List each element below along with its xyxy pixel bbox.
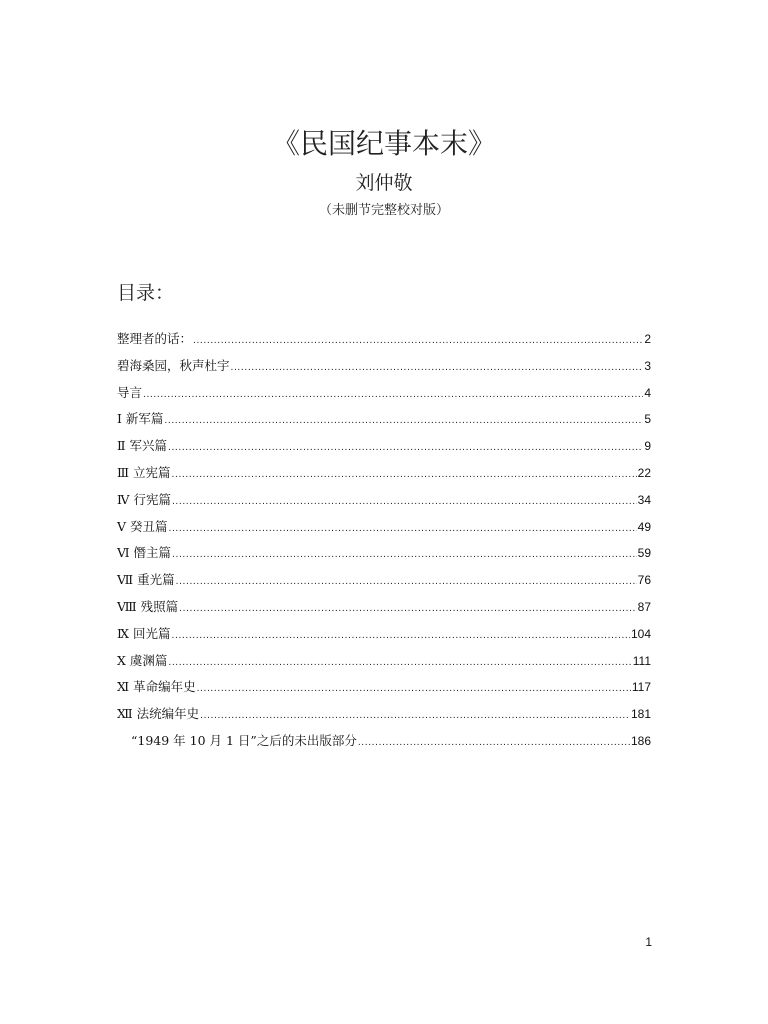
toc-entry[interactable]	[117, 355, 651, 382]
toc-leader-dots	[172, 625, 630, 647]
toc-leader-dots	[197, 678, 631, 700]
toc-entry[interactable]	[117, 623, 651, 650]
toc-entry-page: 34	[637, 492, 651, 507]
toc-entry-label: 导言	[117, 384, 143, 400]
toc-entry[interactable]	[117, 730, 651, 757]
toc-entry-page: 117	[631, 680, 651, 695]
toc-entry[interactable]	[117, 516, 651, 543]
toc-leader-dots	[143, 384, 643, 406]
toc-entry-label: Ⅹ 虞渊篇	[117, 652, 168, 668]
toc-entry-label: Ⅷ 残照篇	[117, 598, 179, 614]
toc-heading: 目录：	[117, 282, 175, 304]
toc-entry[interactable]	[117, 328, 651, 355]
toc-entry[interactable]	[117, 435, 651, 462]
toc-leader-dots	[172, 544, 637, 566]
toc-leader-dots	[176, 571, 637, 593]
page-number: 1	[645, 935, 652, 949]
toc-entry-page: 76	[637, 573, 651, 588]
toc-entry-label: Ⅶ 重光篇	[117, 572, 175, 588]
toc-leader-dots	[358, 732, 630, 754]
toc-entry[interactable]	[117, 408, 651, 435]
toc-leader-dots	[179, 598, 636, 620]
toc-entry[interactable]	[117, 569, 651, 596]
toc-entry-label: Ⅱ 军兴篇	[117, 438, 167, 454]
toc-leader-dots	[193, 330, 643, 352]
toc-entry-page: 104	[630, 626, 651, 641]
document-title: 《民国纪事本末》	[271, 127, 496, 160]
toc-entry-page: 2	[644, 332, 651, 346]
document-author: 刘仲敬	[355, 172, 413, 194]
toc-entry-page: 87	[637, 599, 651, 614]
toc-entry-page: 49	[637, 519, 651, 534]
document-edition-note: （未删节完整校对版）	[318, 203, 449, 218]
toc-entry-label: “1949 年 10 月 1 日”之后的未出版部分	[131, 732, 357, 748]
toc-entry-label: 碧海桑园，秋声杜宇	[117, 357, 230, 373]
toc-leader-dots	[172, 464, 637, 486]
toc-leader-dots	[168, 652, 631, 674]
toc-entry-label: Ⅻ 法统编年史	[117, 706, 200, 722]
toc-leader-dots	[168, 437, 643, 459]
toc-entry-label: Ⅸ 回光篇	[117, 625, 171, 641]
toc-entry-label: Ⅳ 行宪篇	[117, 491, 171, 507]
toc-leader-dots	[200, 705, 630, 727]
toc-entry-page: 59	[637, 546, 651, 561]
toc-leader-dots	[172, 491, 637, 513]
toc-entry[interactable]	[117, 462, 651, 489]
toc-entry-page: 5	[644, 412, 651, 427]
toc-entry-page: 3	[644, 358, 651, 373]
toc-entry[interactable]	[117, 596, 651, 623]
table-of-contents	[117, 328, 651, 757]
toc-entry-label: Ⅲ 立宪篇	[117, 464, 171, 480]
toc-entry[interactable]	[117, 489, 651, 516]
toc-entry[interactable]	[117, 650, 651, 677]
toc-entry[interactable]	[117, 542, 651, 569]
toc-entry-label: 整理者的话：	[117, 331, 193, 346]
toc-leader-dots	[231, 357, 644, 379]
toc-entry-label: Ⅵ 僭主篇	[117, 545, 172, 561]
toc-entry[interactable]	[117, 703, 651, 730]
toc-leader-dots	[169, 518, 637, 540]
toc-leader-dots	[164, 410, 643, 432]
toc-entry-page: 111	[632, 653, 651, 668]
toc-entry-label: Ⅰ 新军篇	[117, 411, 164, 427]
toc-entry-label: Ⅴ 癸丑篇	[117, 518, 168, 534]
toc-entry-page: 181	[630, 707, 651, 722]
toc-entry-page: 186	[630, 733, 651, 748]
toc-entry-page: 9	[644, 439, 651, 454]
toc-entry[interactable]	[117, 382, 651, 409]
toc-entry-page: 22	[637, 465, 651, 480]
toc-entry-label: Ⅺ 革命编年史	[117, 679, 196, 695]
toc-entry-page: 4	[644, 385, 651, 400]
toc-entry[interactable]	[117, 676, 651, 703]
